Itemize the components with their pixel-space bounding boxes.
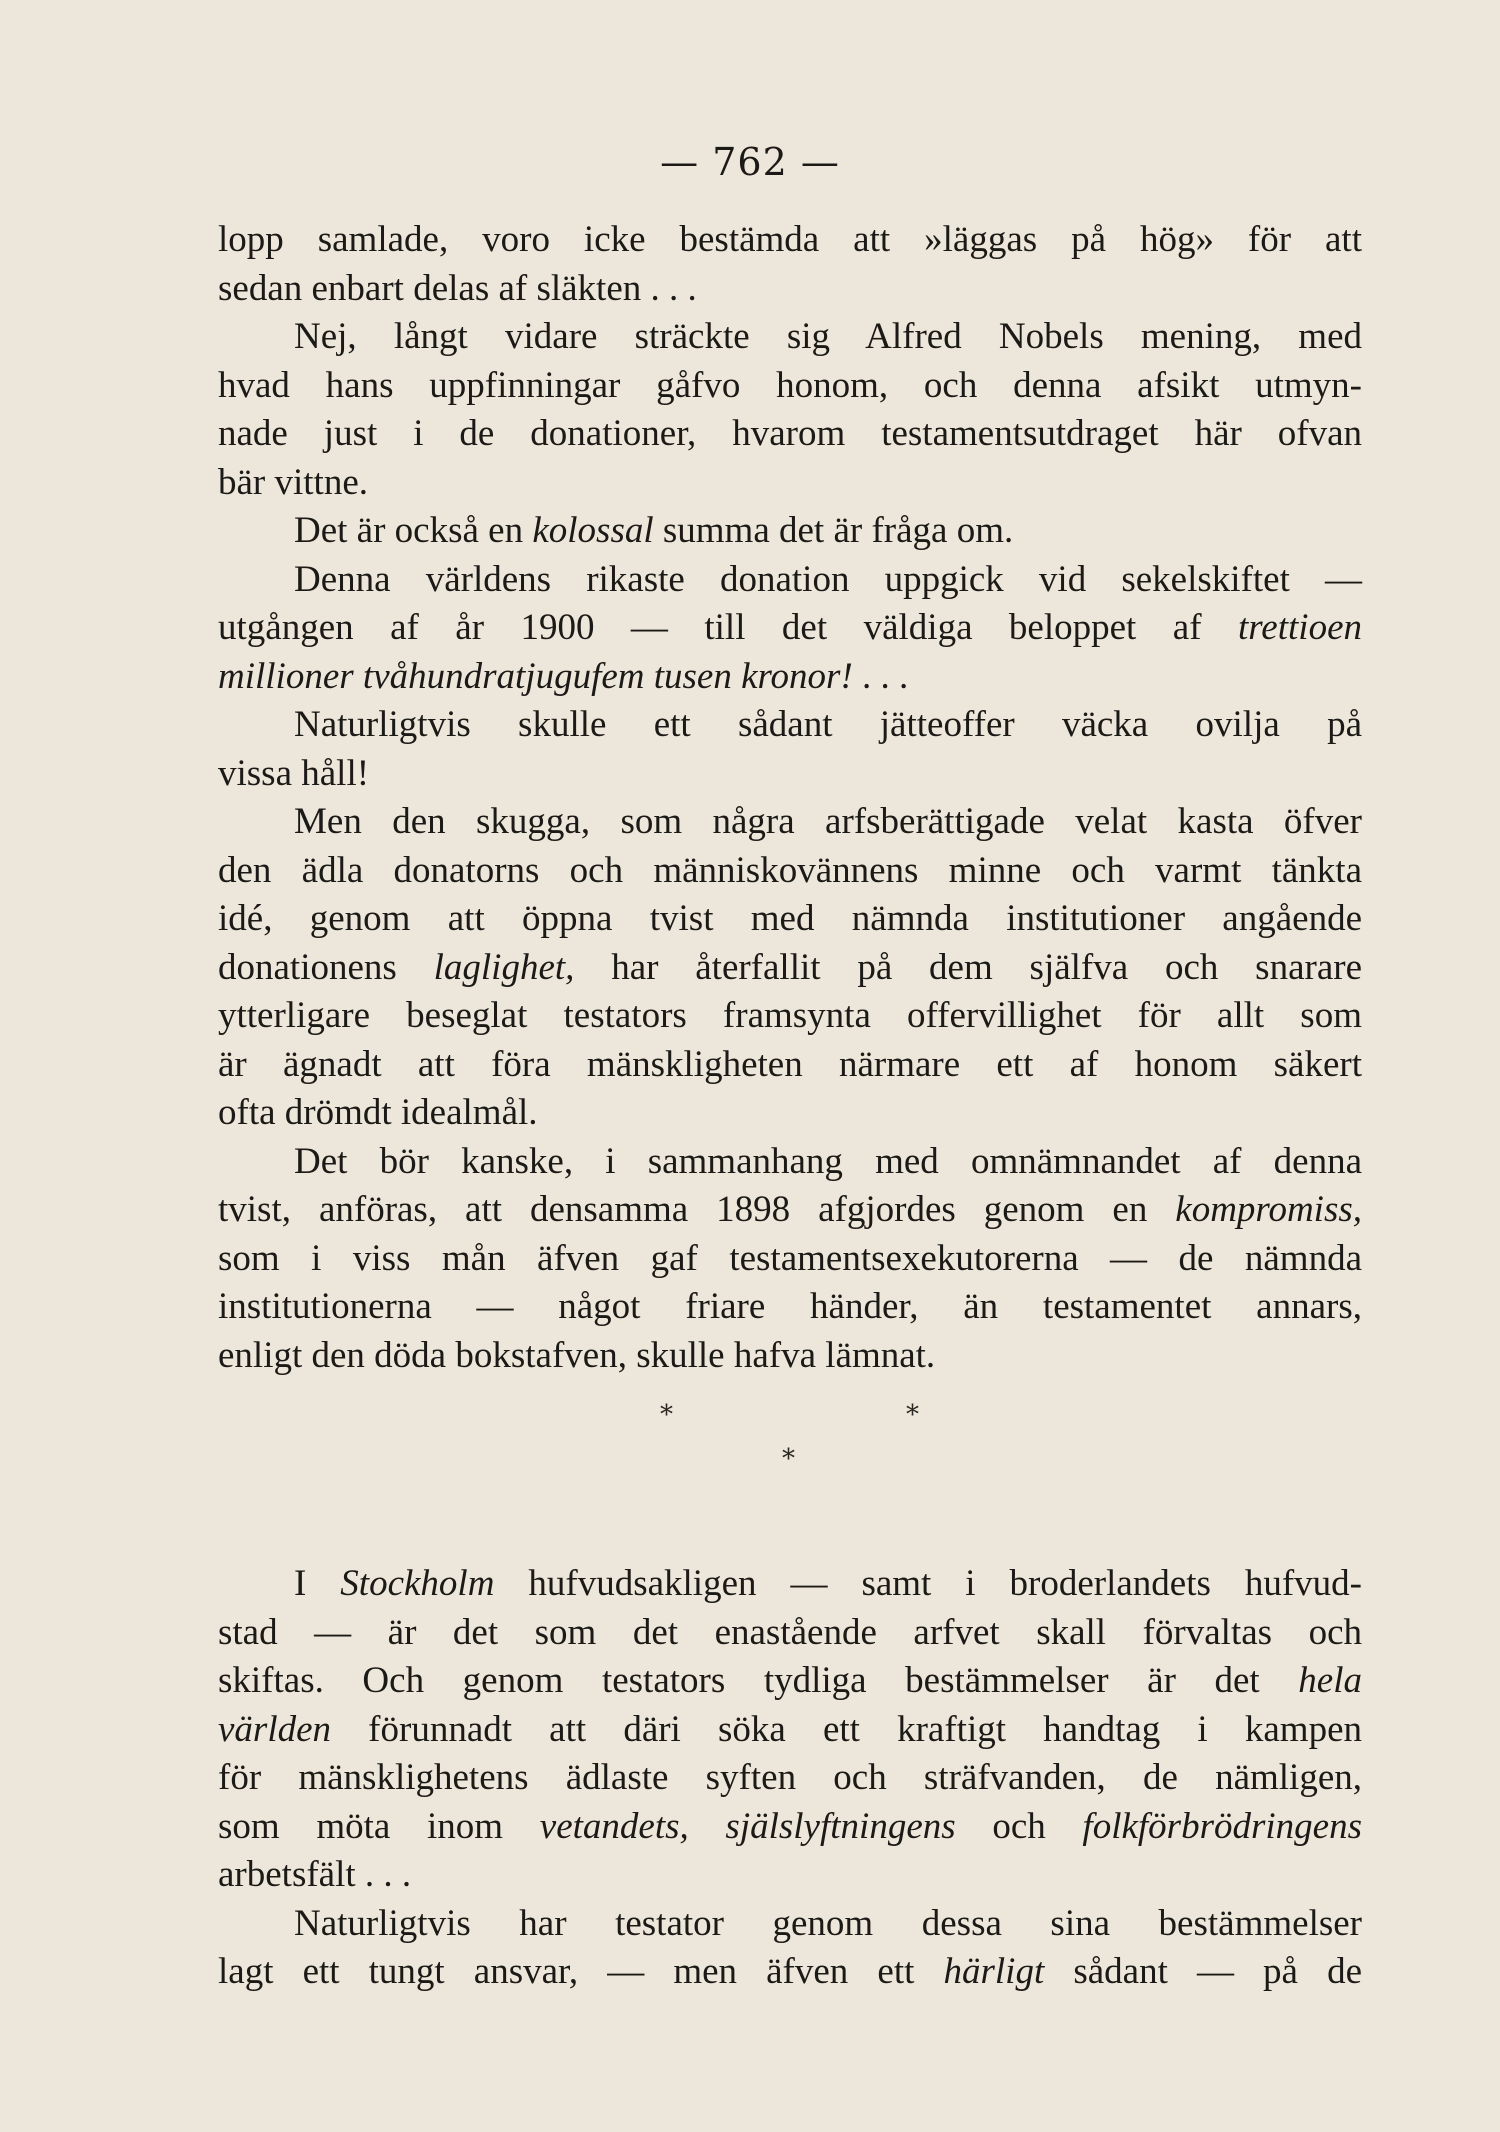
- text-line: [218, 1754, 1362, 1803]
- text-line: [218, 653, 1362, 702]
- text-line: [218, 362, 1362, 411]
- text-run: stad — är det som det enastående arfvet skall förvaltas och: [218, 1611, 1362, 1653]
- text-line: [218, 1900, 1362, 1949]
- text-run: har återfallit på dem själfva och snarare: [574, 946, 1362, 988]
- italic-run: kompromiss,: [1175, 1189, 1362, 1230]
- text-line: [218, 944, 1362, 993]
- text-line: [218, 459, 1362, 508]
- text-run: vissa håll!: [218, 752, 370, 794]
- text-run: enligt den döda bokstafven, skulle hafva lämnat.: [218, 1334, 936, 1376]
- text-run: Naturligtvis skulle ett sådant jätteoffer väcka ovilja på: [294, 704, 1362, 745]
- italic-run: trettioen: [1238, 607, 1362, 648]
- text-line: [218, 604, 1362, 653]
- text-run: institutionerna — något friare händer, än testamentet annars,: [218, 1286, 1362, 1327]
- text-line: [218, 1560, 1362, 1609]
- text-line: [218, 1332, 1362, 1381]
- text-run: hvad hans uppfinningar gåfvo honom, och denna afsikt utmyn-: [218, 364, 1362, 406]
- italic-run: laglighet,: [433, 946, 575, 988]
- text-line: [218, 1186, 1362, 1235]
- italic-run: folkförbrödringens: [1082, 1805, 1362, 1847]
- text-line: [218, 895, 1362, 944]
- text-run: för mänsklighetens ädlaste syften och sträfvanden, de nämligen,: [218, 1757, 1362, 1798]
- text-line: [218, 556, 1362, 605]
- text-line: [218, 1948, 1362, 1997]
- text-block-bottom: [218, 1560, 1362, 1997]
- text-run: . . .: [852, 655, 909, 697]
- text-run: idé, genom att öppna tvist med nämnda institutioner angående: [218, 898, 1362, 939]
- text-line: [218, 1041, 1362, 1090]
- italic-run: Stockholm: [340, 1563, 495, 1604]
- text-run: hufvudsakligen — samt i broderlandets hufvud-: [494, 1563, 1363, 1604]
- text-run: bär vittne.: [218, 461, 369, 503]
- text-run: utgången af år 1900 — till det väldiga beloppet af: [218, 607, 1238, 648]
- italic-run: hela: [1298, 1660, 1362, 1701]
- text-line: [218, 216, 1362, 265]
- separator-star: *: [782, 1444, 795, 1474]
- text-line: [218, 750, 1362, 799]
- text-block-top: [218, 216, 1362, 1380]
- text-line: [218, 1283, 1362, 1332]
- text-run: Naturligtvis har testator genom dessa sina bestämmelser: [294, 1902, 1362, 1944]
- separator-star: *: [906, 1400, 919, 1430]
- text-line: [218, 1609, 1362, 1658]
- text-line: [218, 410, 1362, 459]
- page-number: — 762 —: [660, 140, 840, 184]
- text-line: [218, 992, 1362, 1041]
- italic-run: kolossal: [532, 510, 654, 551]
- text-run: summa det är fråga om.: [653, 510, 1014, 551]
- text-run: Denna världens rikaste donation uppgick vid sekelskiftet —: [294, 558, 1362, 600]
- text-line: [218, 1803, 1362, 1852]
- text-line: [218, 1089, 1362, 1138]
- text-run: Men den skugga, som några arfsberättigade velat kasta öfver: [294, 801, 1362, 842]
- text-run: lagt ett tungt ansvar, — men äfven ett: [218, 1951, 944, 1992]
- text-line: [218, 1706, 1362, 1755]
- text-line: [218, 847, 1362, 896]
- text-line: [218, 1657, 1362, 1706]
- text-run: nade just i de donationer, hvarom testamentsutdraget här ofvan: [218, 413, 1362, 454]
- text-run: skiftas. Och genom testators tydliga bestämmelser är det: [218, 1660, 1299, 1701]
- text-line: [218, 701, 1362, 750]
- text-line: [218, 1851, 1362, 1900]
- text-run: Det är också en: [294, 510, 533, 551]
- text-line: [218, 265, 1362, 314]
- text-line: [218, 1235, 1362, 1284]
- text-line: [218, 798, 1362, 847]
- text-run: ytterligare beseglat testators framsynta offervillighet för allt som: [218, 995, 1362, 1036]
- text-run: sådant — på de: [1044, 1951, 1362, 1992]
- text-line: [218, 1138, 1362, 1187]
- text-run: I: [294, 1563, 341, 1604]
- text-run: Det bör kanske, i sammanhang med omnämnandet af denna: [294, 1140, 1362, 1182]
- text-run: den ädla donatorns och människovännens minne och varmt tänkta: [218, 849, 1362, 891]
- text-run: sedan enbart delas af släkten . . .: [218, 267, 697, 309]
- text-run: arbetsfält . . .: [218, 1854, 412, 1895]
- italic-run: millioner tvåhundratjugufem tusen kronor!: [218, 655, 853, 697]
- text-run: som i viss mån äfven gaf testamentsexekutorerna — de nämnda: [218, 1237, 1362, 1279]
- italic-run: världen: [218, 1708, 332, 1750]
- text-run: och: [955, 1805, 1083, 1847]
- text-run: förunnadt att däri söka ett kraftigt handtag i kampen: [331, 1708, 1362, 1750]
- text-run: Nej, långt vidare sträckte sig Alfred Nobels mening, med: [294, 316, 1362, 357]
- text-run: ofta drömdt idealmål.: [218, 1092, 538, 1133]
- text-run: är ägnadt att föra mänskligheten närmare ett af honom säkert: [218, 1043, 1362, 1085]
- text-run: lopp samlade, voro icke bestämda att »läggas på hög» för att: [218, 219, 1362, 260]
- text-run: donationens: [218, 946, 434, 988]
- separator-star: *: [660, 1400, 673, 1430]
- text-line: [218, 313, 1362, 362]
- text-run: som möta inom: [218, 1805, 540, 1847]
- text-run: tvist, anföras, att densamma 1898 afgjordes genom en: [218, 1189, 1176, 1230]
- text-line: [218, 507, 1362, 556]
- italic-run: härligt: [943, 1951, 1045, 1992]
- italic-run: vetandets, själslyftningens: [539, 1805, 956, 1847]
